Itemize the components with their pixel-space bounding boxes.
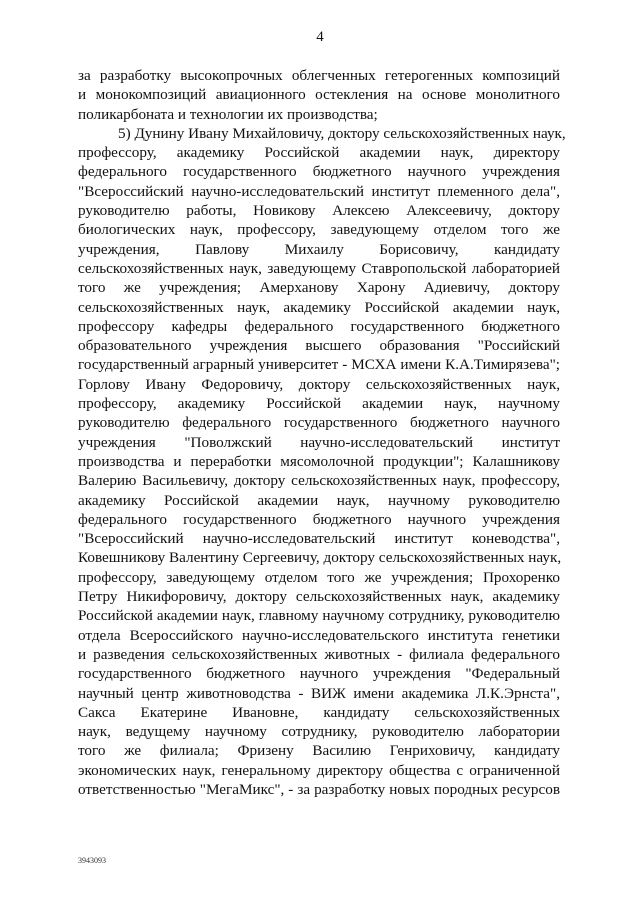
- text-line: производства и переработки мясомолочной продукции"; Калашникову: [78, 452, 560, 470]
- text-line: Сакса Екатерине Ивановне, кандидату сельскохозяйственных: [78, 703, 560, 721]
- text-line: федерального государственного бюджетного научного учреждения: [78, 163, 560, 181]
- text-line: академику Российской академии наук, научному руководителю: [78, 491, 560, 509]
- text-line: и разведения сельскохозяйственных животных - филиала федерального: [78, 645, 560, 663]
- text-line: наук, ведущему научному сотруднику, руководителю лаборатории: [78, 723, 560, 741]
- text-line: экономических наук, генеральному директору общества с ограниченной: [78, 761, 560, 779]
- text-line: Российской академии наук, главному научному сотруднику, руководителю: [78, 607, 560, 625]
- text-line: Валерию Васильевичу, доктору сельскохозяйственных наук, профессору,: [78, 472, 560, 490]
- text-line: того же учреждения; Амерханову Харону Адиевичу, доктору: [78, 279, 560, 297]
- text-line: образовательного учреждения высшего образования "Российский: [78, 337, 560, 355]
- text-line: поликарбоната и технологии их производства;: [78, 105, 378, 123]
- text-line: профессору, заведующему отделом того же учреждения; Прохоренко: [78, 568, 560, 586]
- text-line: того же филиала; Фризену Василию Генриховичу, кандидату: [78, 742, 560, 760]
- text-line: "Всероссийский научно-исследовательский институт коневодства",: [78, 530, 560, 548]
- document-body: [78, 66, 566, 799]
- text-line: учреждения "Поволжский научно-исследовательский институт: [78, 433, 560, 451]
- text-line: государственного бюджетного научного учреждения "Федеральный: [78, 665, 560, 683]
- text-line: руководителю работы, Новикову Алексею Алексеевичу, доктору: [78, 202, 560, 220]
- text-line: профессору, академику Российской академии наук, директору: [78, 144, 560, 162]
- document-code: 3943093: [78, 856, 106, 865]
- text-line: ответственностью "МегаМикс", - за разработку новых породных ресурсов: [78, 780, 560, 798]
- text-line: и монокомпозиций авиационного остекления на основе монолитного: [78, 86, 560, 104]
- text-line: руководителю федерального государственного бюджетного научного: [78, 414, 560, 432]
- text-line: отдела Всероссийского научно-исследовательского института генетики: [78, 626, 560, 644]
- text-line: профессору кафедры федерального государственного бюджетного: [78, 317, 560, 335]
- text-line: учреждения, Павлову Михаилу Борисовичу, кандидату: [78, 240, 560, 258]
- text-line: Петру Никифоровичу, доктору сельскохозяйственных наук, академику: [78, 588, 560, 606]
- page-number: 4: [316, 29, 324, 45]
- text-line: "Всероссийский научно-исследовательский институт племенного дела",: [78, 182, 560, 200]
- text-line: научный центр животноводства - ВИЖ имени академика Л.К.Эрнста",: [78, 684, 560, 702]
- text-line: 5) Дунину Ивану Михайловичу, доктору сельскохозяйственных наук,: [118, 124, 566, 142]
- text-line: Горлову Ивану Федоровичу, доктору сельскохозяйственных наук,: [78, 375, 560, 393]
- text-line: сельскохозяйственных наук, заведующему Ставропольской лабораторией: [78, 259, 560, 277]
- text-line: федерального государственного бюджетного научного учреждения: [78, 510, 560, 528]
- text-line: Ковешникову Валентину Сергеевичу, доктору сельскохозяйственных наук,: [78, 549, 562, 567]
- text-line: за разработку высокопрочных облегченных гетерогенных композиций: [78, 67, 560, 84]
- text-line: биологических наук, профессору, заведующему отделом того же: [78, 221, 560, 239]
- text-line: государственный аграрный университет - МСХА имени К.А.Тимирязева";: [78, 356, 560, 374]
- text-line: сельскохозяйственных наук, академику Российской академии наук,: [78, 298, 560, 316]
- text-line: профессору, академику Российской академии наук, научному: [78, 395, 560, 413]
